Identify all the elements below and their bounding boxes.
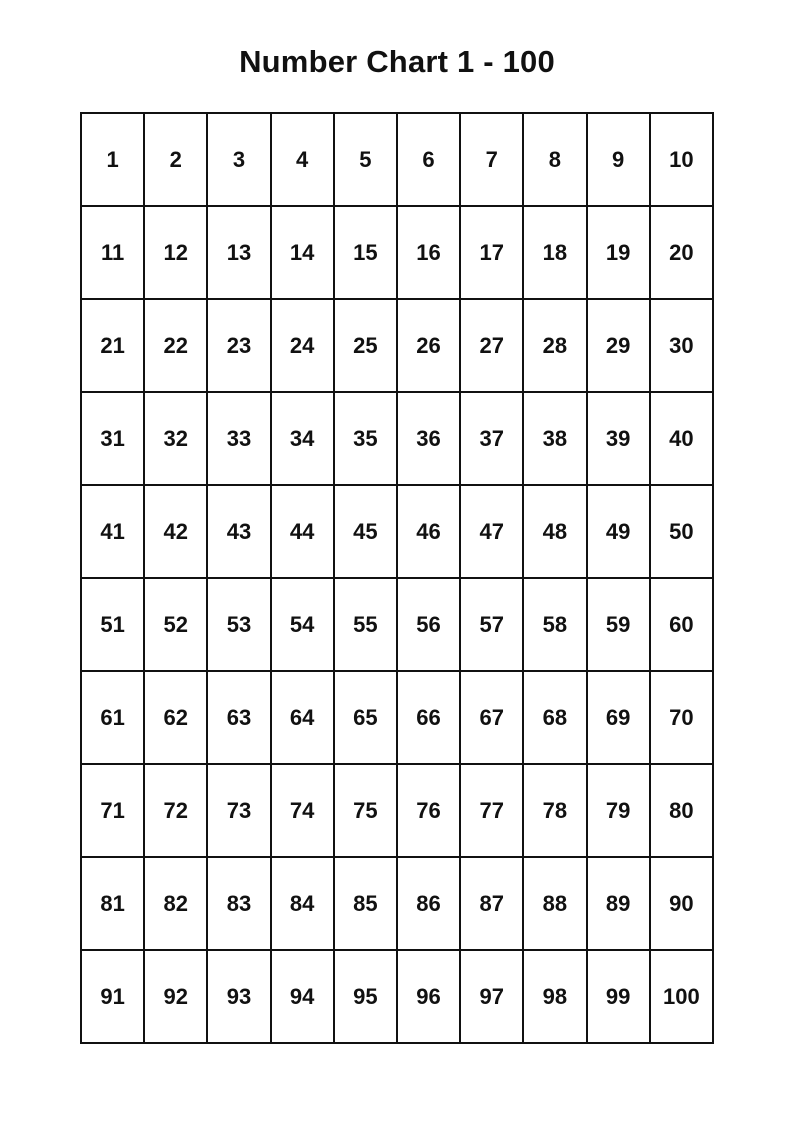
grid-cell: 98	[523, 950, 586, 1043]
grid-cell: 35	[334, 392, 397, 485]
grid-row	[81, 392, 713, 485]
grid-cell: 18	[523, 206, 586, 299]
grid-cell: 83	[207, 857, 270, 950]
grid-cell: 22	[144, 299, 207, 392]
grid-cell: 7	[460, 113, 523, 206]
grid-cell: 77	[460, 764, 523, 857]
grid-cell: 61	[81, 671, 144, 764]
grid-cell: 49	[587, 485, 650, 578]
grid-cell: 81	[81, 857, 144, 950]
grid-cell: 39	[587, 392, 650, 485]
grid-cell: 67	[460, 671, 523, 764]
grid-cell: 99	[587, 950, 650, 1043]
grid-cell: 82	[144, 857, 207, 950]
grid-cell: 53	[207, 578, 270, 671]
grid-cell: 74	[271, 764, 334, 857]
grid-cell: 96	[397, 950, 460, 1043]
grid-cell: 56	[397, 578, 460, 671]
grid-cell: 33	[207, 392, 270, 485]
grid-cell: 91	[81, 950, 144, 1043]
grid-cell: 65	[334, 671, 397, 764]
grid-cell: 89	[587, 857, 650, 950]
grid-cell: 45	[334, 485, 397, 578]
grid-cell: 27	[460, 299, 523, 392]
grid-cell: 55	[334, 578, 397, 671]
grid-row	[81, 485, 713, 578]
grid-cell: 60	[650, 578, 713, 671]
grid-cell: 95	[334, 950, 397, 1043]
grid-row	[81, 764, 713, 857]
grid-cell: 16	[397, 206, 460, 299]
grid-cell: 76	[397, 764, 460, 857]
grid-cell: 9	[587, 113, 650, 206]
grid-cell: 66	[397, 671, 460, 764]
grid-cell: 4	[271, 113, 334, 206]
grid-cell: 62	[144, 671, 207, 764]
grid-cell: 70	[650, 671, 713, 764]
grid-cell: 86	[397, 857, 460, 950]
grid-cell: 32	[144, 392, 207, 485]
grid-cell: 25	[334, 299, 397, 392]
grid-cell: 31	[81, 392, 144, 485]
grid-row	[81, 206, 713, 299]
grid-cell: 46	[397, 485, 460, 578]
grid-cell: 93	[207, 950, 270, 1043]
grid-cell: 11	[81, 206, 144, 299]
grid-cell: 69	[587, 671, 650, 764]
page-title: Number Chart 1 - 100	[239, 44, 555, 79]
grid-cell: 37	[460, 392, 523, 485]
grid-cell: 58	[523, 578, 586, 671]
grid-cell: 38	[523, 392, 586, 485]
grid-cell: 8	[523, 113, 586, 206]
grid-cell: 73	[207, 764, 270, 857]
grid-cell: 44	[271, 485, 334, 578]
grid-cell: 10	[650, 113, 713, 206]
grid-cell: 17	[460, 206, 523, 299]
grid-cell: 19	[587, 206, 650, 299]
grid-cell: 2	[144, 113, 207, 206]
grid-cell: 40	[650, 392, 713, 485]
grid-cell: 1	[81, 113, 144, 206]
grid-cell: 28	[523, 299, 586, 392]
grid-cell: 26	[397, 299, 460, 392]
grid-cell: 30	[650, 299, 713, 392]
grid-row	[81, 113, 713, 206]
grid-cell: 5	[334, 113, 397, 206]
grid-row	[81, 671, 713, 764]
grid-cell: 43	[207, 485, 270, 578]
grid-cell: 64	[271, 671, 334, 764]
grid-cell: 63	[207, 671, 270, 764]
grid-cell: 42	[144, 485, 207, 578]
grid-cell: 94	[271, 950, 334, 1043]
grid-row	[81, 578, 713, 671]
grid-cell: 51	[81, 578, 144, 671]
grid-cell: 48	[523, 485, 586, 578]
grid-cell: 71	[81, 764, 144, 857]
grid-cell: 72	[144, 764, 207, 857]
grid-cell: 78	[523, 764, 586, 857]
grid-row	[81, 857, 713, 950]
grid-cell: 12	[144, 206, 207, 299]
grid-cell: 54	[271, 578, 334, 671]
grid-cell: 100	[650, 950, 713, 1043]
grid-cell: 97	[460, 950, 523, 1043]
grid-cell: 14	[271, 206, 334, 299]
grid-cell: 50	[650, 485, 713, 578]
grid-cell: 29	[587, 299, 650, 392]
grid-cell: 80	[650, 764, 713, 857]
grid-cell: 34	[271, 392, 334, 485]
grid-cell: 85	[334, 857, 397, 950]
grid-cell: 41	[81, 485, 144, 578]
grid-cell: 52	[144, 578, 207, 671]
grid-cell: 13	[207, 206, 270, 299]
grid-cell: 57	[460, 578, 523, 671]
grid-cell: 15	[334, 206, 397, 299]
grid-cell: 21	[81, 299, 144, 392]
grid-cell: 23	[207, 299, 270, 392]
grid-cell: 90	[650, 857, 713, 950]
grid-body	[81, 113, 713, 1043]
grid-cell: 84	[271, 857, 334, 950]
grid-cell: 6	[397, 113, 460, 206]
grid-cell: 87	[460, 857, 523, 950]
grid-cell: 68	[523, 671, 586, 764]
grid-cell: 36	[397, 392, 460, 485]
grid-cell: 24	[271, 299, 334, 392]
grid-cell: 3	[207, 113, 270, 206]
grid-cell: 79	[587, 764, 650, 857]
grid-row	[81, 950, 713, 1043]
grid-cell: 47	[460, 485, 523, 578]
grid-cell: 20	[650, 206, 713, 299]
grid-row	[81, 299, 713, 392]
grid-cell: 75	[334, 764, 397, 857]
number-grid	[80, 112, 714, 1044]
grid-cell: 88	[523, 857, 586, 950]
grid-cell: 59	[587, 578, 650, 671]
grid-cell: 92	[144, 950, 207, 1043]
